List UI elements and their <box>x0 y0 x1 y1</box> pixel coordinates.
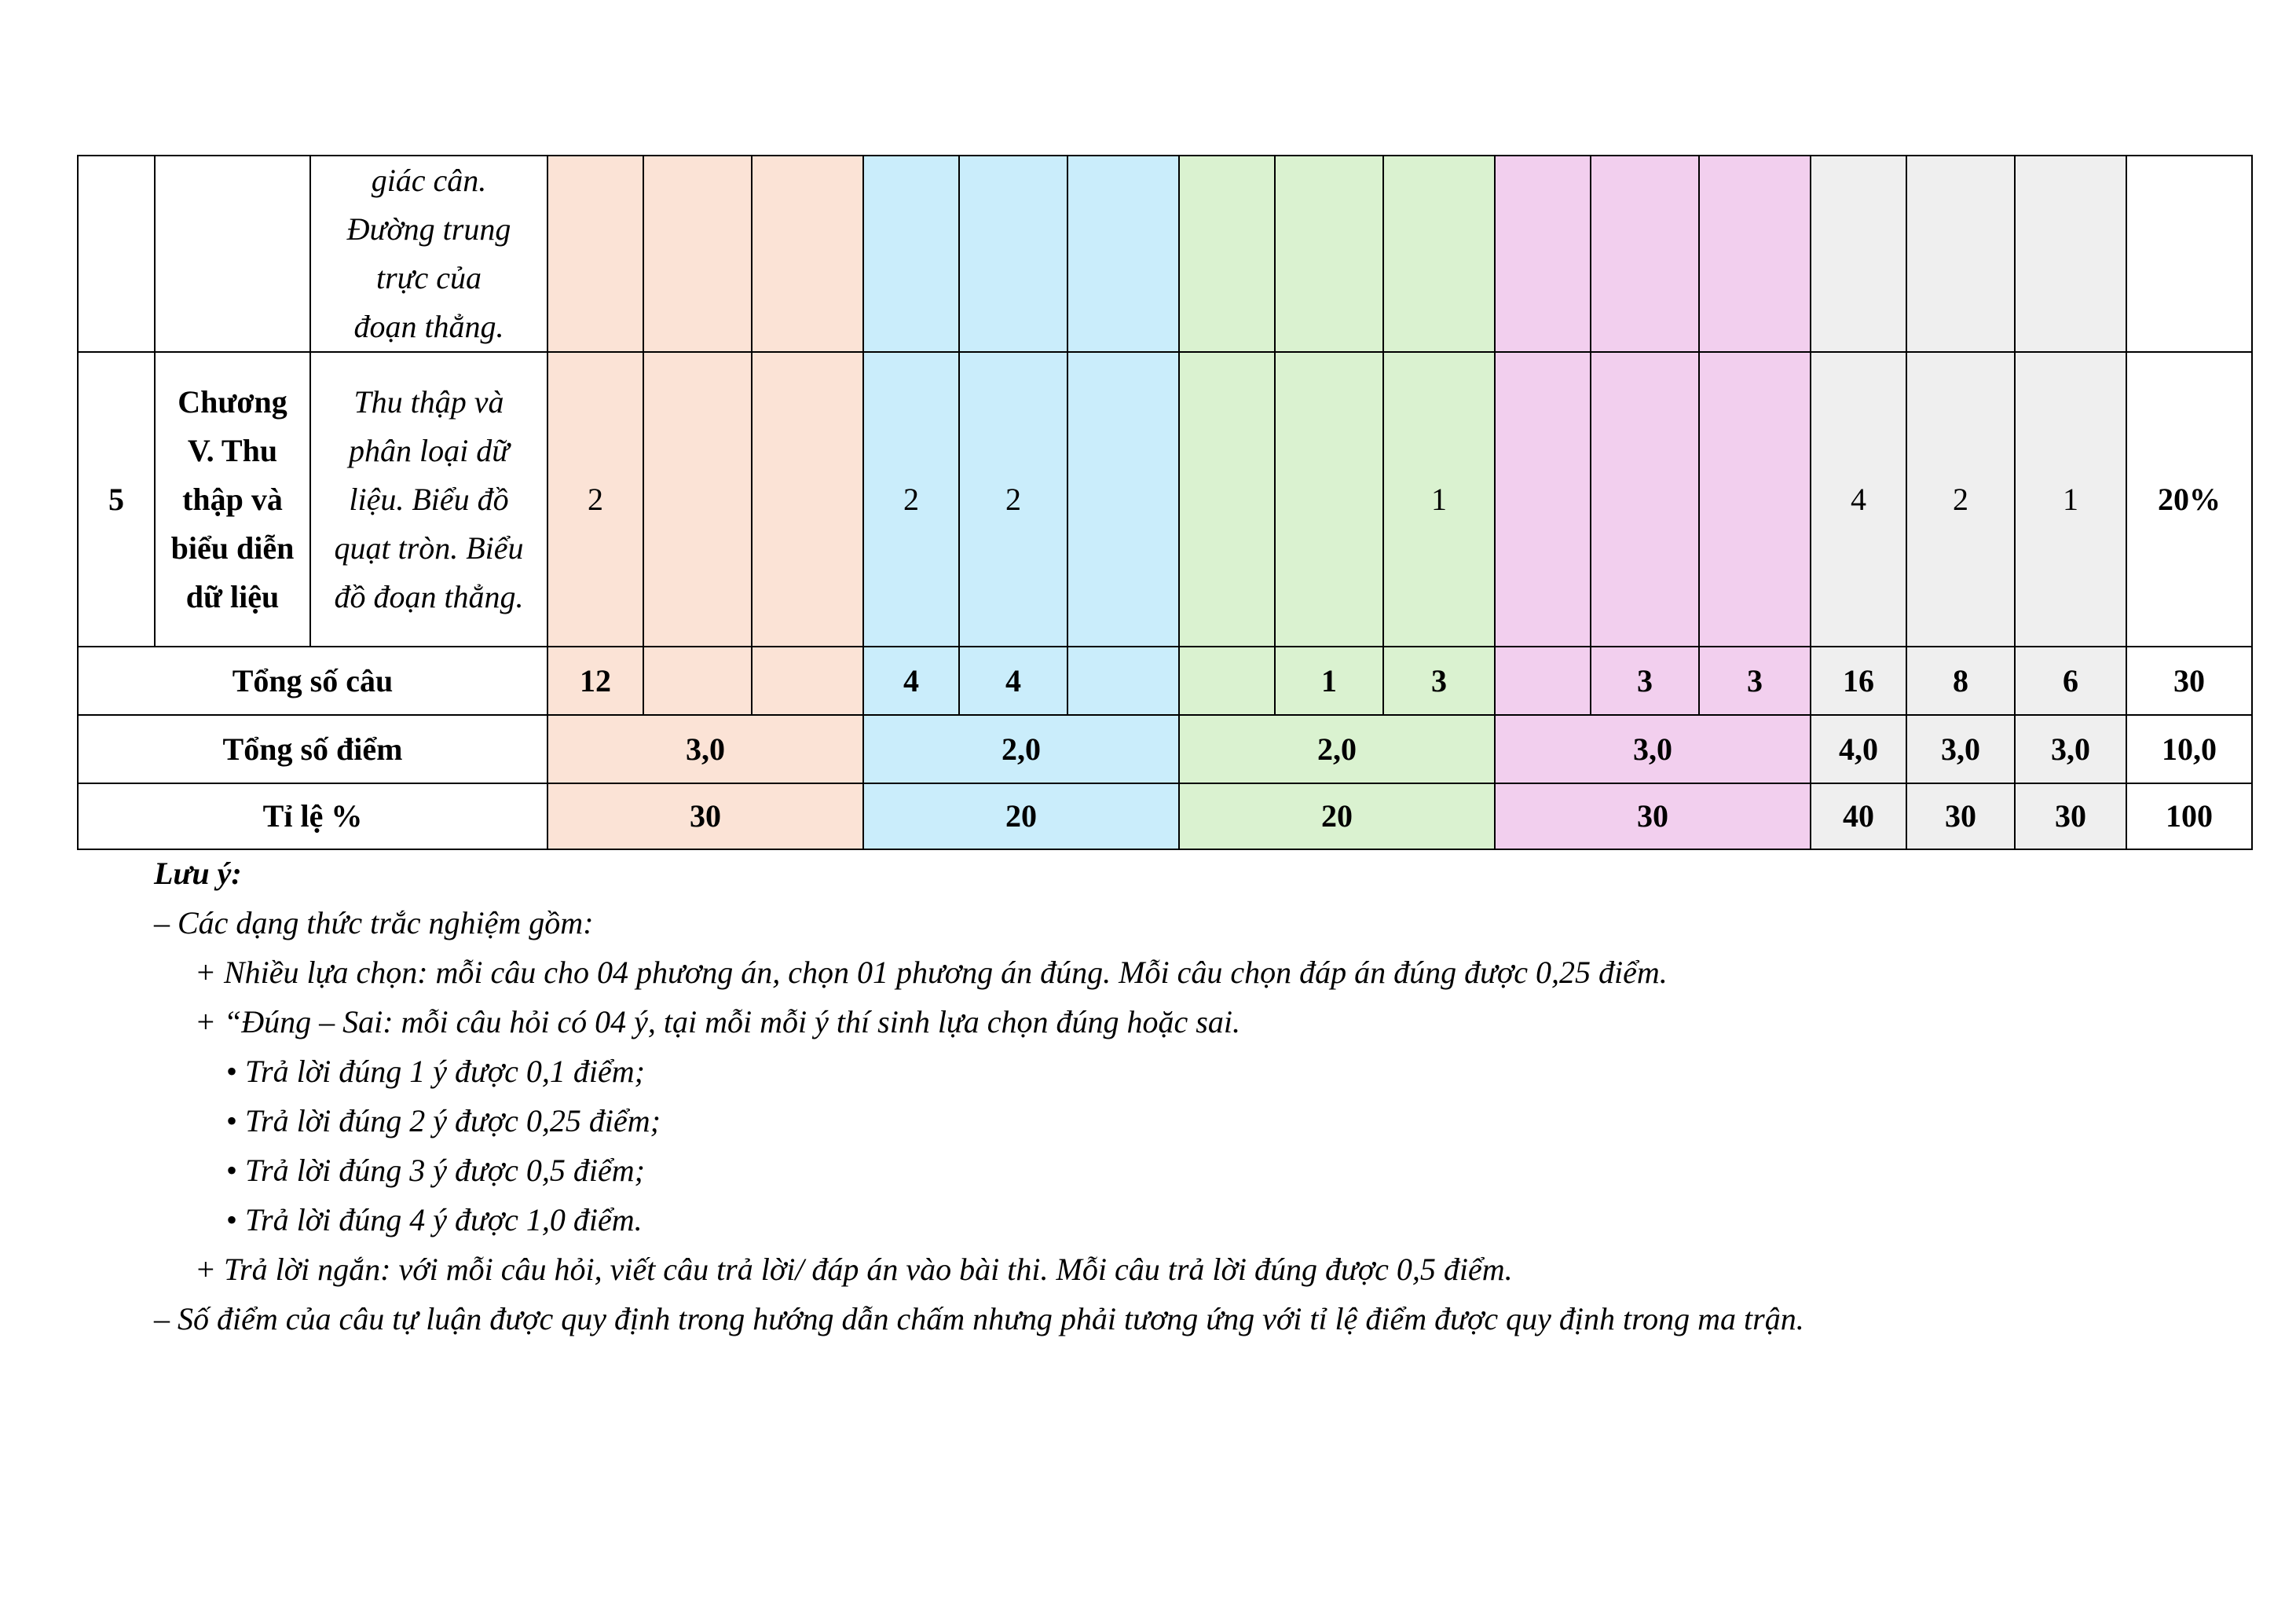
stt-cell: 5 <box>78 352 155 647</box>
group-cell: 20 <box>1179 783 1495 849</box>
content-cell: giác cân. Đường trung trực của đoạn thẳng. <box>310 156 547 352</box>
cell <box>1495 156 1591 352</box>
cell: 16 <box>1811 647 1906 715</box>
cell <box>863 156 959 352</box>
cell: 4 <box>863 647 959 715</box>
cell: 3,0 <box>1906 715 2015 783</box>
cell <box>1383 156 1495 352</box>
group-cell: 30 <box>547 783 863 849</box>
cell <box>752 156 863 352</box>
cell <box>643 352 752 647</box>
chapter-cell: Chương V. Thu thập và biểu diễn dữ liệu <box>155 352 310 647</box>
cell <box>1591 156 1699 352</box>
cell: 1 <box>1275 647 1383 715</box>
content-cell: Thu thập và phân loại dữ liệu. Biểu đồ quạt tròn. Biểu đồ đoạn thẳng. <box>310 352 547 647</box>
cell: 2 <box>863 352 959 647</box>
cell <box>1275 156 1383 352</box>
notes-line: + Trả lời ngắn: với mỗi câu hỏi, viết câu trả lời/ đáp án vào bài thi. Mỗi câu trả lời đúng được 0,5 điểm. <box>195 1252 1513 1287</box>
table-row <box>78 647 2252 715</box>
bullet-icon: • <box>226 1202 238 1237</box>
total-cell: 10,0 <box>2126 715 2252 783</box>
table-row <box>78 352 2252 647</box>
group-cell: 20 <box>863 783 1179 849</box>
cell <box>2126 156 2252 352</box>
cell: 3 <box>1699 647 1811 715</box>
group-cell: 3,0 <box>547 715 863 783</box>
cell: 3 <box>1591 647 1699 715</box>
cell <box>1179 352 1275 647</box>
cell <box>1067 647 1179 715</box>
ratio-cell: 20% <box>2126 352 2252 647</box>
cell <box>1067 352 1179 647</box>
total-cell: 100 <box>2126 783 2252 849</box>
cell: 30 <box>2015 783 2126 849</box>
group-cell: 30 <box>1495 783 1811 849</box>
total-questions-label: Tổng số câu <box>78 647 547 715</box>
cell: 4,0 <box>1811 715 1906 783</box>
cell <box>1275 352 1383 647</box>
bullet-icon: • <box>226 1103 238 1138</box>
cell: 2 <box>547 352 643 647</box>
cell <box>1811 156 1906 352</box>
cell <box>959 156 1067 352</box>
cell <box>752 352 863 647</box>
cell: 30 <box>1906 783 2015 849</box>
cell: 1 <box>1383 352 1495 647</box>
table-row <box>78 156 2252 352</box>
cell <box>1179 647 1275 715</box>
cell <box>547 156 643 352</box>
cell: 2 <box>959 352 1067 647</box>
bullet-text: Trả lời đúng 1 ý được 0,1 điểm; <box>245 1054 645 1089</box>
bullet-icon: • <box>226 1054 238 1089</box>
cell <box>643 156 752 352</box>
group-cell: 2,0 <box>863 715 1179 783</box>
notes-line: – Các dạng thức trắc nghiệm gồm: <box>154 905 594 940</box>
cell <box>1495 352 1591 647</box>
percent-label: Tỉ lệ % <box>78 783 547 849</box>
matrix-table <box>77 155 2253 850</box>
cell <box>1699 352 1811 647</box>
notes-line: – Số điểm của câu tự luận được quy định trong hướng dẫn chấm nhưng phải tương ứng với tỉ lệ điểm được quy định trong ma trận. <box>154 1301 1804 1336</box>
notes-title: Lưu ý: <box>154 856 242 891</box>
cell <box>643 647 752 715</box>
cell: 2 <box>1906 352 2015 647</box>
cell: 6 <box>2015 647 2126 715</box>
cell: 4 <box>1811 352 1906 647</box>
group-cell: 2,0 <box>1179 715 1495 783</box>
cell: 12 <box>547 647 643 715</box>
cell <box>1699 156 1811 352</box>
cell <box>1067 156 1179 352</box>
notes-bullet-item <box>154 1195 2236 1245</box>
total-cell: 30 <box>2126 647 2252 715</box>
cell: 1 <box>2015 352 2126 647</box>
table-row <box>78 783 2252 849</box>
table-row <box>78 715 2252 783</box>
bullet-icon: • <box>226 1153 238 1188</box>
chapter-cell <box>155 156 310 352</box>
notes-line: + Nhiều lựa chọn: mỗi câu cho 04 phương án, chọn 01 phương án đúng. Mỗi câu chọn đáp án đúng được 0,25 điểm. <box>195 955 1668 990</box>
cell <box>752 647 863 715</box>
notes-section <box>154 849 2236 1344</box>
cell: 40 <box>1811 783 1906 849</box>
bullet-text: Trả lời đúng 2 ý được 0,25 điểm; <box>245 1103 661 1138</box>
total-points-label: Tổng số điểm <box>78 715 547 783</box>
stt-cell <box>78 156 155 352</box>
cell <box>1495 647 1591 715</box>
notes-bullet-item <box>154 1146 2236 1195</box>
notes-bullet-item <box>154 1047 2236 1096</box>
group-cell: 3,0 <box>1495 715 1811 783</box>
cell <box>1906 156 2015 352</box>
cell <box>1591 352 1699 647</box>
cell <box>2015 156 2126 352</box>
notes-line: + “Đúng – Sai: mỗi câu hỏi có 04 ý, tại mỗi mỗi ý thí sinh lựa chọn đúng hoặc sai. <box>195 1004 1240 1039</box>
cell: 8 <box>1906 647 2015 715</box>
cell <box>1179 156 1275 352</box>
cell: 3,0 <box>2015 715 2126 783</box>
bullet-text: Trả lời đúng 4 ý được 1,0 điểm. <box>245 1202 643 1237</box>
bullet-text: Trả lời đúng 3 ý được 0,5 điểm; <box>245 1153 645 1188</box>
cell: 4 <box>959 647 1067 715</box>
cell: 3 <box>1383 647 1495 715</box>
notes-bullet-item <box>154 1096 2236 1146</box>
